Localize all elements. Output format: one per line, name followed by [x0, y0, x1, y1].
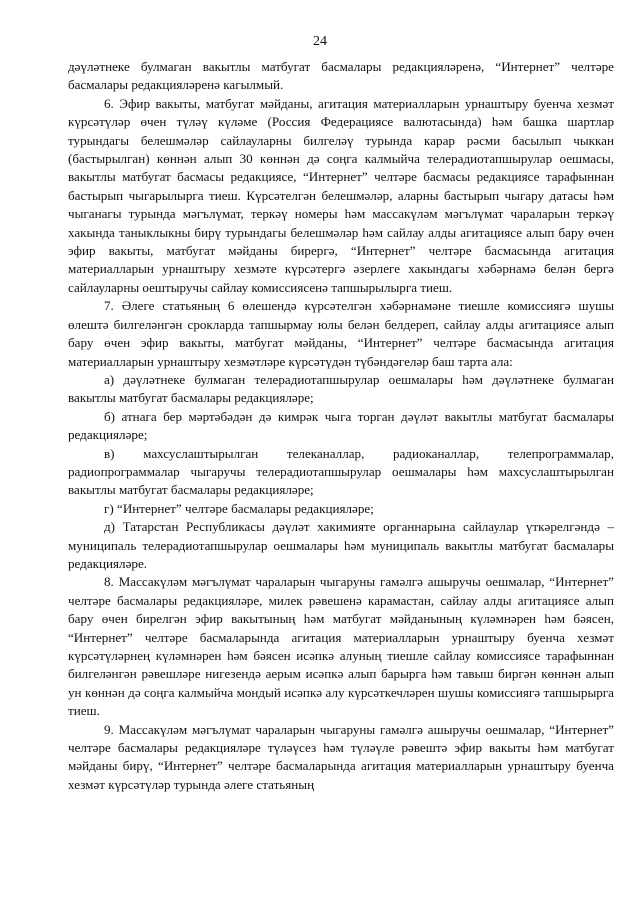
paragraph-item-6: 6. Эфир вакыты, матбугат мәйданы, агитация материалларын урнаштыру буенча хезмәт күрсәтүләр өчен түләү күләме (Россия Федерациясе валютасында) һәм башка шартлар турындагы белешмәләр сайлауларны билгеләү турында карар рәсми басылып чыккан (бастырылган) көннән алып 30 көннән дә соңга калмыйча телерадиотапшырулар оешмасы, вакытлы матбугат басмасы редакциясе, “Интернет” челтәре басмасы редакциясе тарафыннан бастырып чыгарылырга тиеш. Күрсәтелгән белешмәләр, аларны бастырып чыгару датасы һәм чыганагы турында мәгълүмат, теркәү номеры һәм массакүләм мәгълүмат чараларын теркәү хакында таныклыкны бирү турындагы белешмәләр һәм сайлау алды агитациясе алып бару өчен эфир вакыты, матбугат мәйданы бирергә, “Интернет” челтәре басмасында агитация материалларын урнаштыру хезмәте күрсәтергә әзерлеге хакындагы хәбәрнамә белән бергә сайлауларны оештыручы сайлау комиссиясенә тапшырылырга тиеш. — [68, 95, 614, 295]
paragraph-item-7: 7. Әлеге статьяның 6 өлешендә күрсәтелгән хәбәрнамәне тиешле комиссиягә шушы өлештә билгеләнгән срокларда тапшырмау юлы белән белдереп, сайлау алды агитациясе алып бару өчен эфир вакыты, матбугат мәйданы, “Интернет” челтәре басмасында агитация материалларын урнаштыру хезмәтләре күрсәтүдән түбәндәгеләр баш тарта ала: — [68, 298, 614, 369]
paragraph-subitem-a: а) дәүләтнеке булмаган телерадиотапшырулар оешмалары һәм дәүләтнеке булмаган вакытлы матбугат басмалары редакцияләре; — [68, 371, 614, 406]
paragraph-subitem-v: в) махсуслаштырылган телеканаллар, радиоканаллар, телепрограммалар, радиопрограммалар чыгаручы телерадиотапшырулар оешмалары һәм махсуслаштырылган вакытлы матбугат басмалары редакцияләре; — [68, 445, 614, 498]
paragraph-subitem-b: б) атнага бер мәртәбәдән дә кимрәк чыга торган дәүләт вакытлы матбугат басмалары редакцияләре; — [68, 408, 614, 443]
paragraph-item-8: 8. Массакүләм мәгълүмат чараларын чыгаруны гамәлгә ашыручы оешмалар, “Интернет” челтәре басмалары редакцияләре, милек рәвешенә карамастан, сайлау алды агитациясе алып бару өчен бирелгән эфир вакытының һәм матбугат мәйданының күләмнәрен һәм бәясен, “Интернет” челтәре басмаларында агитация материалларын урнаштыру буенча хезмәт күрсәтүләрнең күләмнәрен һәм бәясен исәпкә алуның тиешле сайлау комиссиясе тарафыннан билгеләнгән рәвешләре нигезендә аерым исәпкә алып барырга һәм тавыш биргән көннән алып ун көннән дә соңга калмыйча мондый исәпкә алу күрсәткечләрен шушы комиссиягә тапшырырга тиеш. — [68, 574, 614, 719]
document-body — [68, 58, 614, 794]
paragraph-subitem-g: г) “Интернет” челтәре басмалары редакцияләре; — [104, 500, 374, 516]
paragraph-continuation: дәүләтнеке булмаган вакытлы матбугат басмалары редакцияләренә, “Интернет” челтәре басмалары редакцияләренә кагылмый. — [68, 59, 614, 93]
page-number: 24 — [313, 34, 327, 49]
paragraph-subitem-d: д) Татарстан Республикасы дәүләт хакимияте органнарына сайлаулар үткәрелгәндә – муниципаль телерадиотапшырулар оешмалары һәм муниципаль вакытлы матбугат басмалары редакцияләре. — [68, 519, 614, 571]
paragraph-item-9: 9. Массакүләм мәгълүмат чараларын чыгаруны гамәлгә ашыручы оешмалар, “Интернет” челтәре басмалары редакцияләре түләүсез һәм түләүле рәвештә эфир вакыты һәм матбугат мәйданы бирү, “Интернет” челтәре басмаларында агитация материалларын урнаштыру буенча хезмәт күрсәтүләр турында әлеге статьяның — [68, 721, 614, 792]
